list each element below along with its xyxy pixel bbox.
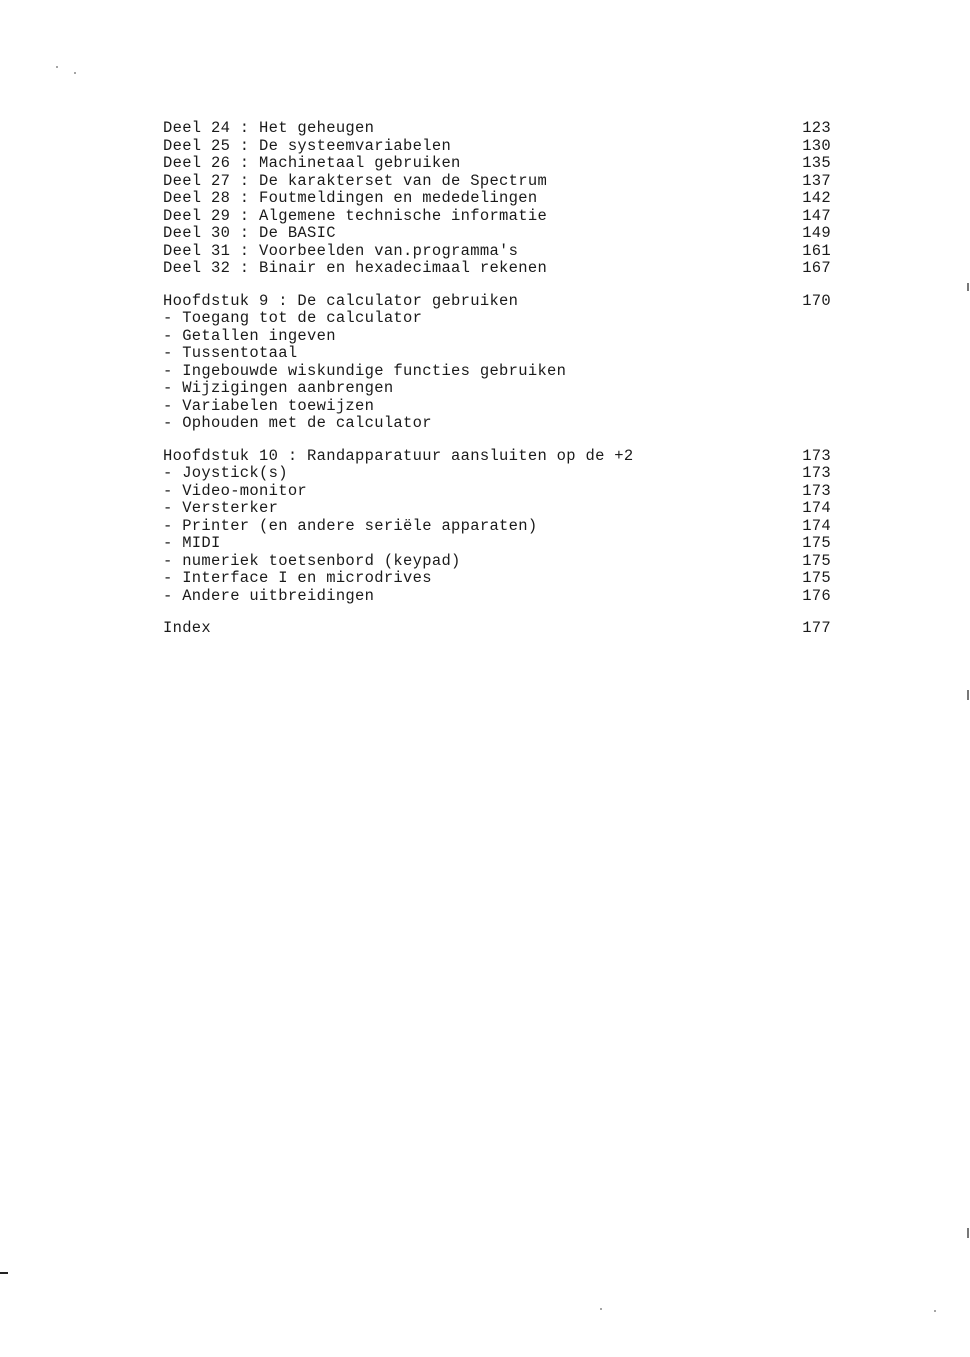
toc-subentry [163,570,831,588]
toc-subentry [163,500,831,518]
toc-entry-page: 175 [802,551,831,570]
toc-entry-title: Deel 25 : De systeemvariabelen [163,136,452,155]
toc-entry-page: 173 [802,446,831,465]
toc-entry-title: - Versterker [163,499,279,517]
toc-entry-title: Deel 24 : Het geheugen [163,119,375,137]
toc-subentry [163,553,831,571]
toc-entry-title: - MIDI [163,534,221,552]
toc-entry-page: 142 [802,189,831,207]
toc-section-hoofdstuk-9 [163,293,831,433]
scan-edge-mark [0,1272,8,1274]
toc-entry [163,243,831,261]
toc-subentry [163,483,831,501]
toc-entry-title: - Getallen ingeven [163,326,336,345]
toc-entry-title: - Joystick(s) [163,464,288,482]
toc-entry-title: Hoofdstuk 9 : De calculator gebruiken [163,291,519,310]
toc-subentry [163,398,831,416]
scan-speck [600,1308,602,1310]
toc-entry [163,155,831,173]
toc-entry-title: - Printer (en andere seriële apparaten) [163,516,538,535]
toc-entry-page: 174 [802,516,831,535]
toc-entry-title: Deel 26 : Machinetaal gebruiken [163,154,461,172]
toc-entry-page: 123 [802,119,831,137]
toc-subentry [163,588,831,606]
toc-entry [163,208,831,226]
toc-entry-page: 147 [802,206,831,225]
toc-entry-title: - Toegang tot de calculator [163,309,423,327]
toc-entry-page: 167 [802,259,831,277]
toc-entry-title: Deel 32 : Binair en hexadecimaal rekenen [163,259,548,277]
toc-entry-page: 137 [802,171,831,190]
toc-entry [163,225,831,243]
toc-entry-title: Deel 27 : De karakterset van de Spectrum [163,171,548,190]
toc-entry-title: - Interface I en microdrives [163,569,432,587]
toc-entry-page: 173 [802,464,831,482]
toc-entry [163,173,831,191]
toc-subentry [163,310,831,328]
toc-entry [163,138,831,156]
toc-entry-title: Deel 29 : Algemene technische informatie [163,206,548,225]
toc-entry-title: Deel 31 : Voorbeelden van.programma's [163,241,519,260]
toc-entry-page: 170 [802,291,831,310]
toc-entry-page: 135 [802,154,831,172]
toc-entry-title: - Andere uitbreidingen [163,586,375,605]
table-of-contents [163,120,831,638]
toc-entry-page: 176 [802,586,831,605]
scan-edge-mark [967,283,969,291]
toc-subentry [163,328,831,346]
toc-entry-title: Deel 28 : Foutmeldingen en mededelingen [163,189,538,207]
toc-entry-page: 149 [802,224,831,242]
toc-entry [163,190,831,208]
toc-chapter-heading [163,448,831,466]
scan-speck [56,66,58,68]
toc-entry-title: - Ophouden met de calculator [163,414,432,432]
toc-entry-title: - Ingebouwde wiskundige functies gebruiken [163,361,567,380]
toc-entry-title: Index [163,619,212,637]
toc-entry-page: 175 [802,569,831,587]
toc-entry-page: 174 [802,499,831,517]
toc-subentry [163,380,831,398]
toc-section-hoofdstuk-10 [163,448,831,606]
toc-entry-title: - Wijzigingen aanbrengen [163,379,394,397]
scan-speck [74,72,76,74]
toc-entry-title: - Tussentotaal [163,344,298,362]
toc-entry-title: - Variabelen toewijzen [163,396,375,415]
scan-edge-mark [967,690,969,700]
toc-entry-page: 130 [802,136,831,155]
toc-subentry [163,535,831,553]
toc-subentry [163,363,831,381]
toc-entry-page: 173 [802,481,831,500]
toc-subentry [163,465,831,483]
toc-chapter-heading [163,293,831,311]
toc-entry-index [163,620,831,638]
toc-entry-page: 161 [802,241,831,260]
toc-subentry [163,518,831,536]
toc-subentry [163,415,831,433]
toc-entry-title: Deel 30 : De BASIC [163,224,336,242]
toc-entry-page: 177 [802,619,831,637]
toc-entry-title: - Video-monitor [163,481,308,500]
toc-section-deel [163,120,831,278]
toc-section-index [163,620,831,638]
toc-entry-title: Hoofdstuk 10 : Randapparatuur aansluiten op de +2 [163,446,634,465]
toc-entry-title: - numeriek toetsenbord (keypad) [163,551,461,570]
scan-speck [934,1310,936,1312]
toc-entry-page: 175 [802,534,831,552]
toc-entry [163,260,831,278]
scan-edge-mark [967,1228,969,1238]
toc-subentry [163,345,831,363]
toc-entry [163,120,831,138]
